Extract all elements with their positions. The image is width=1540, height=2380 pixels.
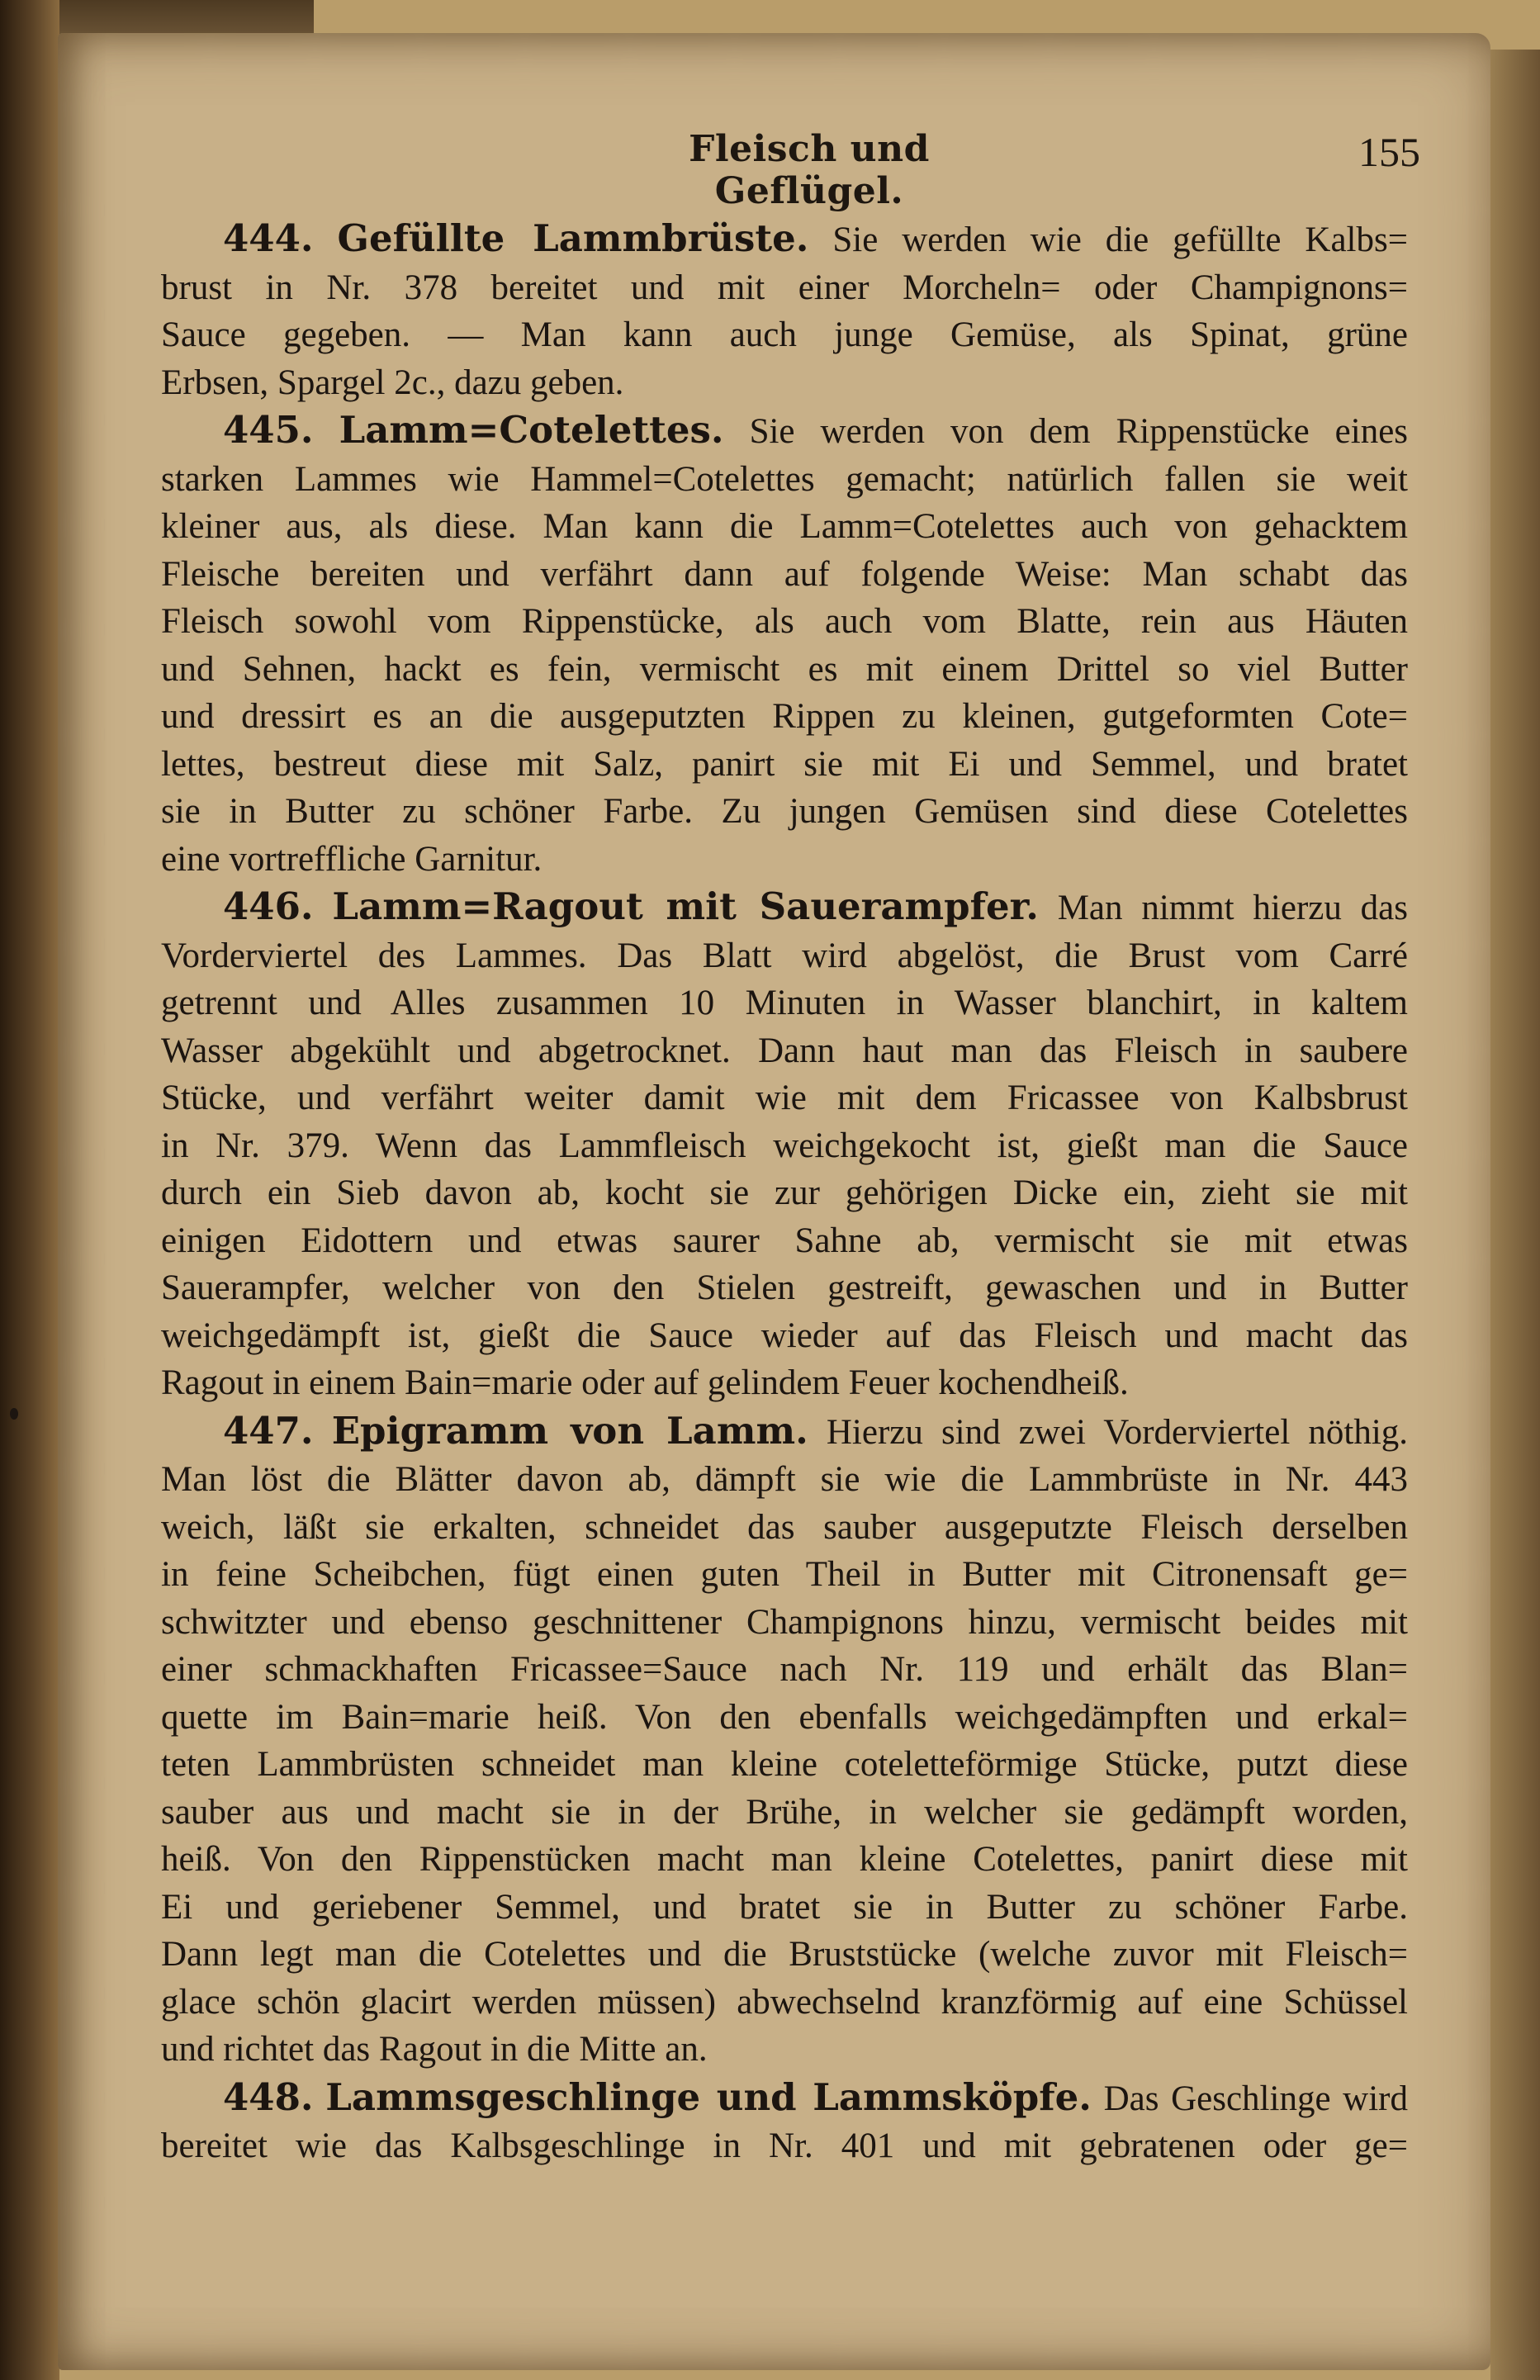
recipe-445: [161, 406, 1408, 883]
recipe-448: [161, 2074, 1408, 2170]
recipe-title: Gefüllte Lammbrüste.: [337, 216, 809, 260]
text-line: bereitet wie das Kalbsgeschlinge in Nr. 401 und mit gebratenen oder ge=: [161, 2126, 1408, 2165]
text-line: in Nr. 379. Wenn das Lammfleisch weichgekocht ist, gießt man die Sauce: [161, 1126, 1408, 1165]
text-line: Erbsen, Spargel 2c., dazu geben.: [161, 363, 624, 402]
text-line: Ei und geriebener Semmel, und bratet sie in Butter zu schöner Farbe.: [161, 1887, 1408, 1927]
text-line: Man löst die Blätter davon ab, dämpft sie wie die Lammbrüste in Nr. 443: [161, 1460, 1408, 1499]
page-number: 155: [1358, 129, 1420, 175]
text-line: teten Lammbrüsten schneidet man kleine coteletteförmige Stücke, putzt diese: [161, 1745, 1408, 1784]
text-line: [161, 883, 1408, 932]
text-line: Sauce gegeben. — Man kann auch junge Gemüse, als Spinat, grüne: [161, 315, 1408, 354]
running-header: Fleisch und Geflügel.: [689, 128, 930, 212]
text-line-content: Man nimmt hierzu das: [1057, 889, 1408, 927]
text-line: eine vortreffliche Garnitur.: [161, 839, 543, 879]
text-line-content: Sie werden von dem Rippenstücke eines: [749, 412, 1409, 451]
text-line: [161, 406, 1408, 456]
text-line: heiß. Von den Rippenstücken macht man kleine Cotelettes, panirt diese mit: [161, 1840, 1408, 1879]
text-line: durch ein Sieb davon ab, kocht sie zur gehörigen Dicke ein, zieht sie mit: [161, 1173, 1408, 1212]
text-line: Sauerampfer, welcher von den Stielen gestreift, gewaschen und in Butter: [161, 1268, 1408, 1307]
text-line: und dressirt es an die ausgeputzten Rippen zu kleinen, gutgeformten Cote=: [161, 697, 1408, 736]
recipe-title: Epigramm von Lamm.: [331, 1408, 808, 1453]
text-line: getrennt und Alles zusammen 10 Minuten in Wasser blanchirt, in kaltem: [161, 984, 1408, 1022]
text-line: kleiner aus, als diese. Man kann die Lamm=Cotelettes auch von gehacktem: [161, 507, 1408, 546]
text-line: sauber aus und macht sie in der Brühe, in welcher sie gedämpft worden,: [161, 1792, 1408, 1832]
text-line: einigen Eidottern und etwas saurer Sahne ab, vermischt sie mit etwas: [161, 1221, 1408, 1260]
recipe-444: [161, 215, 1408, 406]
body-text: [161, 215, 1408, 2170]
text-line: Dann legt man die Cotelettes und die Bruststücke (welche zuvor mit Fleisch=: [161, 1935, 1408, 1974]
recipe-title: Lamm=Cotelettes.: [339, 408, 724, 452]
text-line: Stücke, und verfährt weiter damit wie mit dem Fricassee von Kalbsbrust: [161, 1079, 1408, 1117]
text-line: [161, 1407, 1408, 1457]
text-line-content: Sie werden wie die gefüllte Kalbs=: [832, 220, 1408, 259]
text-line-content: Das Geschlinge wird: [1103, 2079, 1408, 2118]
text-line: quette im Bain=marie heiß. Von den ebenfalls weichgedämpften und erkal=: [161, 1697, 1408, 1737]
text-line: [161, 2074, 1408, 2123]
text-line: [161, 215, 1408, 264]
text-line-content: Hierzu sind zwei Vorderviertel nöthig.: [826, 1412, 1409, 1452]
page-edge: [1490, 50, 1540, 2380]
text-line: Fleische bereiten und verfährt dann auf folgende Weise: Man schabt das: [161, 554, 1408, 594]
recipe-title: Lammsgeschlinge und Lammsköpfe.: [325, 2074, 1092, 2119]
text-line: brust in Nr. 378 bereitet und mit einer Morcheln= oder Champignons=: [161, 268, 1408, 307]
text-line: Wasser abgekühlt und abgetrocknet. Dann haut man das Fleisch in saubere: [161, 1031, 1408, 1070]
text-line: und richtet das Ragout in die Mitte an.: [161, 2030, 708, 2069]
book-spine: [0, 0, 59, 2380]
text-line: glace schön glacirt werden müssen) abwechselnd kranzförmig auf eine Schüssel: [161, 1982, 1408, 2022]
text-line: und Sehnen, hackt es fein, vermischt es mit einem Drittel so viel Butter: [161, 649, 1408, 689]
recipe-number: 444.: [223, 216, 314, 260]
recipe-title: Lamm=Ragout mit Sauerampfer.: [332, 884, 1039, 928]
recipe-number: 447.: [223, 1408, 314, 1453]
text-line: einer schmackhaften Fricassee=Sauce nach Nr. 119 und erhält das Blan=: [161, 1650, 1408, 1689]
text-line: Vorderviertel des Lammes. Das Blatt wird abgelöst, die Brust vom Carré: [161, 936, 1408, 975]
text-line: weich, läßt sie erkalten, schneidet das sauber ausgeputzte Fleisch derselben: [161, 1507, 1408, 1547]
recipe-number: 446.: [223, 884, 314, 928]
text-line: Ragout in einem Bain=marie oder auf gelindem Feuer kochendheiß.: [161, 1363, 1129, 1402]
text-line: in feine Scheibchen, fügt einen guten Theil in Butter mit Citronensaft ge=: [161, 1555, 1408, 1594]
recipe-number: 448.: [223, 2074, 314, 2119]
text-line: weichgedämpft ist, gießt die Sauce wieder auf das Fleisch und macht das: [161, 1316, 1408, 1355]
text-line: Fleisch sowohl vom Rippenstücke, als auch vom Blatte, rein aus Häuten: [161, 602, 1408, 641]
recipe-number: 445.: [223, 408, 314, 452]
margin-mark: [10, 1408, 18, 1420]
recipe-446: [161, 883, 1408, 1407]
text-line: sie in Butter zu schöner Farbe. Zu jungen Gemüsen sind diese Cotelettes: [161, 792, 1408, 831]
text-line: starken Lammes wie Hammel=Cotelettes gemacht; natürlich fallen sie weit: [161, 459, 1408, 499]
recipe-447: [161, 1407, 1408, 2074]
text-line: lettes, bestreut diese mit Salz, panirt sie mit Ei und Semmel, und bratet: [161, 744, 1408, 784]
text-line: schwitzter und ebenso geschnittener Champignons hinzu, vermischt beides mit: [161, 1602, 1408, 1642]
